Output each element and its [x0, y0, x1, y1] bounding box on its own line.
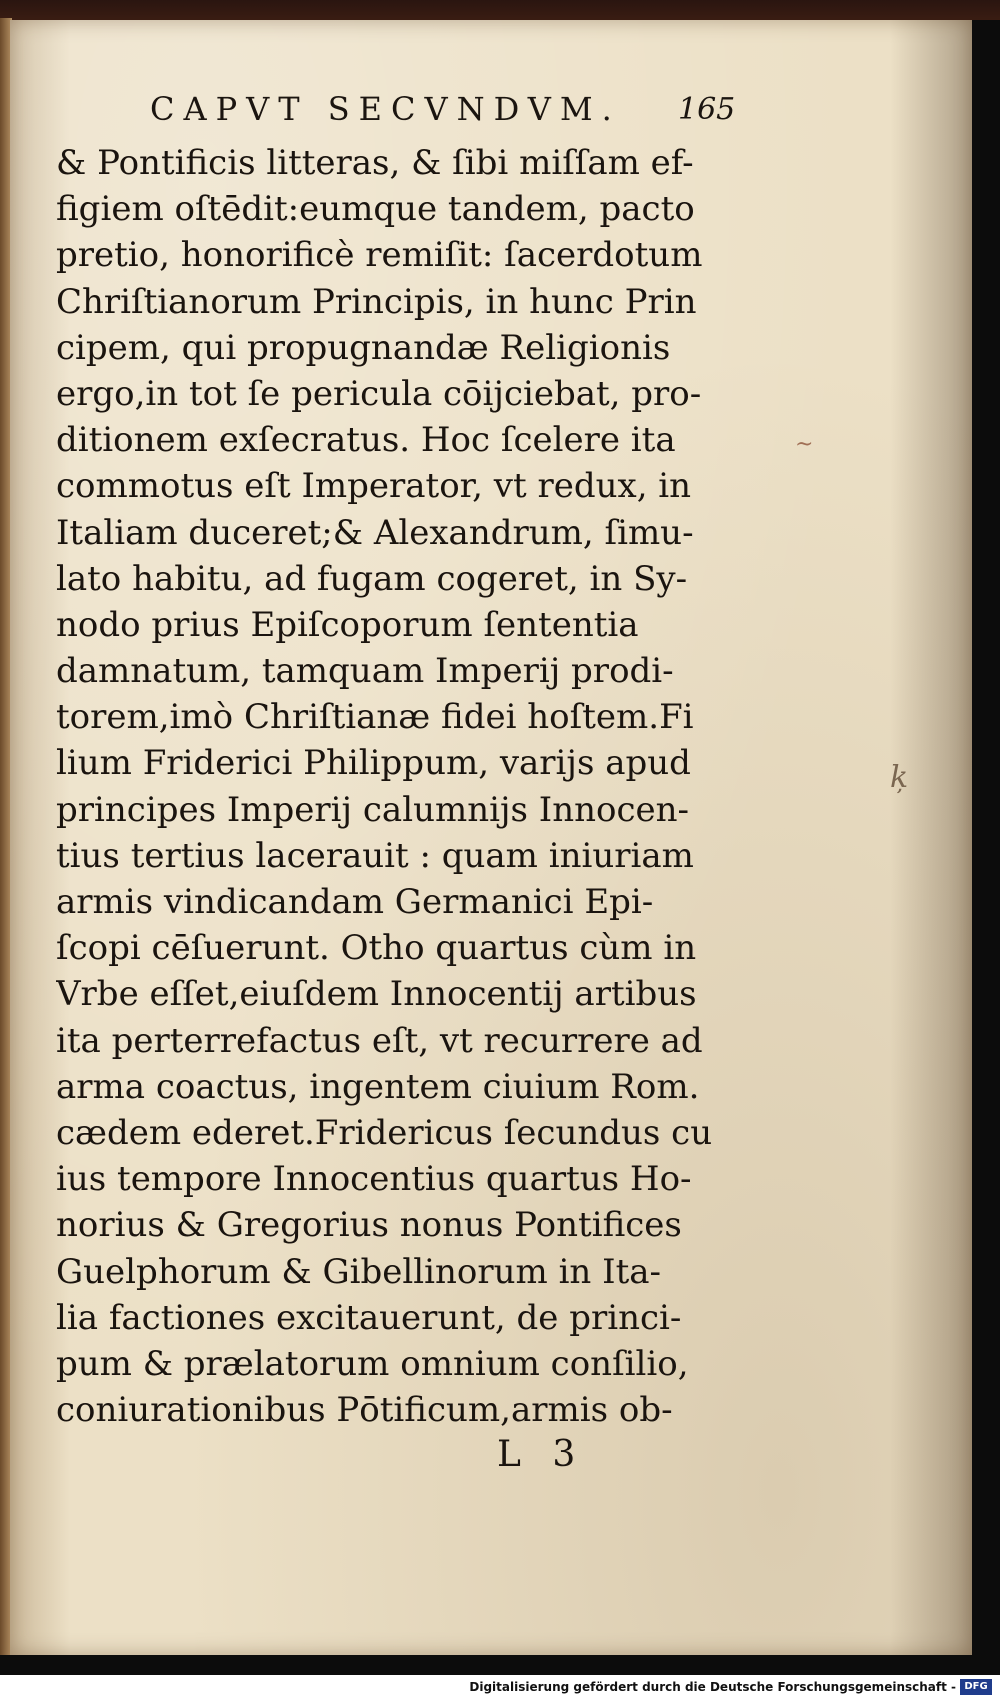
text-line: ita perterrefactus eſt, vt recurrere ad [56, 1020, 703, 1061]
text-line: lato habitu, ad fugam cogeret, in Sy- [56, 558, 688, 599]
text-line: armis vindicandam Germanici Epi- [56, 882, 654, 922]
text-line: pum & prælatorum omnium conſilio, [56, 1343, 689, 1384]
text-line: coniurationibus Pōtificum,armis ob- [56, 1390, 673, 1431]
page-number: 165 [678, 92, 736, 127]
text-line: cipem, qui propugnandæ Religionis [56, 327, 671, 368]
text-line: ius tempore Innocentius quartus Ho- [56, 1159, 692, 1200]
text-line: damnatum, tamquam Imperij prodi- [56, 651, 674, 692]
text-line: ditionem exſecratus. Hoc ſcelere ita [56, 420, 676, 461]
text-line: & Pontificis litteras, & ſibi miſſam ef- [56, 143, 694, 183]
text-line: norius & Gregorius nonus Pontifices [56, 1205, 682, 1246]
text-line: cædem ederet.Fridericus ſecundus cu [56, 1112, 713, 1153]
text-line: Vrbe eſſet,eiuſdem Innocentij artibus [56, 974, 697, 1015]
text-line: principes Imperij calumnijs Innocen- [56, 789, 690, 830]
text-line: Guelphorum & Gibellinorum in Ita- [56, 1251, 661, 1292]
text-line: lia factiones excitauerunt, de princi- [56, 1297, 682, 1338]
text-line: lium Friderici Philippum, varijs apud [56, 743, 691, 784]
signature-mark: L 3 [497, 1434, 586, 1475]
margin-pencil-mark: ķ [890, 760, 909, 795]
scan-top-edge [0, 0, 1000, 22]
text-line: tius tertius lacerauit : quam iniuriam [56, 835, 694, 876]
text-line: Italiam duceret;& Alexandrum, ſimu- [56, 512, 694, 553]
text-line: figiem oſtēdit:eumque tandem, pacto [56, 189, 695, 230]
body-text [56, 140, 736, 1440]
footer-credit-text: Digitalisierung gefördert durch die Deutsche Forschungsgemeinschaft - [469, 1680, 956, 1694]
text-line: pretio, honorificè remiſit: ſacerdotum [56, 235, 703, 276]
text-line: Chriſtianorum Principis, in hunc Prin [56, 281, 697, 322]
digitization-footer [0, 1675, 1000, 1700]
text-line: torem,imò Chriſtianæ fidei hoſtem.Fi [56, 697, 694, 738]
dfg-logo: DFG [960, 1679, 992, 1695]
text-line: ſcopi cēſuerunt. Otho quartus cùm in [56, 928, 697, 969]
margin-tilde-mark: ~ [795, 432, 814, 457]
text-line: nodo prius Epiſcoporum ſententia [56, 604, 639, 645]
scan-bottom-border [0, 1655, 1000, 1675]
scan-right-border [972, 20, 1000, 1665]
text-line: ergo,in tot ſe pericula cōijciebat, pro- [56, 373, 702, 414]
text-line: commotus eſt Imperator, vt redux, in [56, 466, 692, 507]
running-header: CAPVT SECVNDVM. [150, 90, 621, 128]
text-line: arma coactus, ingentem ciuium Rom. [56, 1066, 700, 1107]
